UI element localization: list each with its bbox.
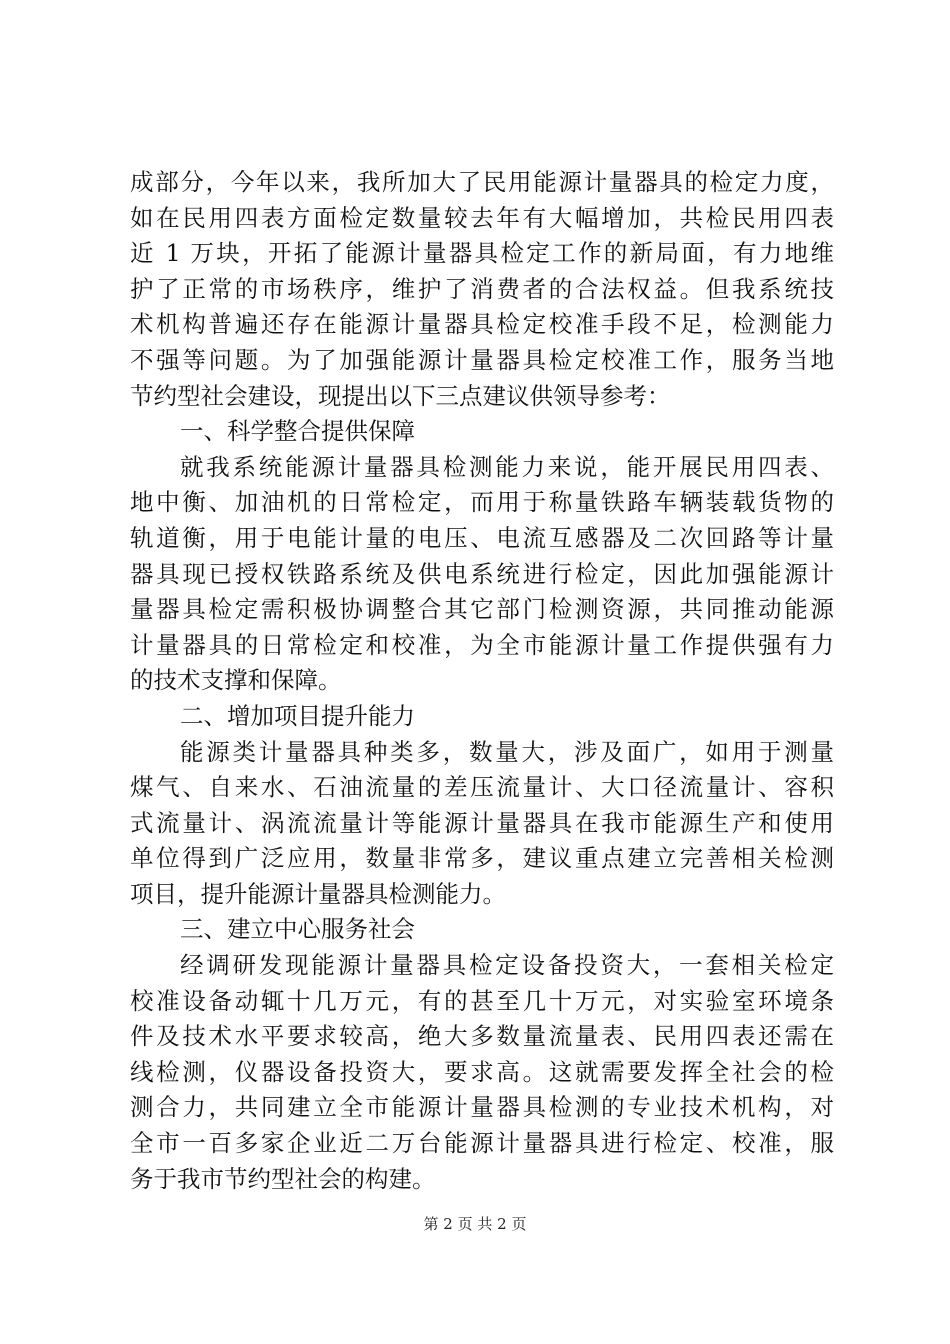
body-line: 就我系统能源计量器具检测能力来说，能开展民用四表、 <box>180 452 834 481</box>
body-line: 成部分，今年以来，我所加大了民用能源计量器具的检定力度， <box>130 168 834 196</box>
section-heading: 二、增加项目提升能力 <box>180 701 415 730</box>
section-heading: 三、建立中心服务社会 <box>180 915 415 944</box>
body-line: 地中衡、加油机的日常检定，而用于称量铁路车辆装载货物的 <box>130 488 834 517</box>
body-line: 器具现已授权铁路系统及供电系统进行检定，因此加强能源计 <box>130 559 834 588</box>
body-line: 项目，提升能源计量器具检测能力。 <box>130 879 506 908</box>
body-line: 量器具检定需积极协调整合其它部门检测资源，共同推动能源 <box>130 595 834 624</box>
body-line: 线检测，仪器设备投资大，要求高。这就需要发挥全社会的检 <box>130 1057 834 1086</box>
body-line: 轨道衡，用于电能计量的电压、电流互感器及二次回路等计量 <box>130 523 834 552</box>
body-line: 能源类计量器具种类多，数量大，涉及面广，如用于测量 <box>180 737 834 766</box>
body-line: 近 1 万块，开拓了能源计量器具检定工作的新局面，有力地维 <box>130 239 834 268</box>
body-line: 煤气、自来水、石油流量的差压流量计、大口径流量计、容积 <box>130 773 834 802</box>
page-number-footer: 第 2 页 共 2 页 <box>423 1215 527 1233</box>
body-line: 测合力，共同建立全市能源计量器具检测的专业技术机构，对 <box>130 1093 834 1122</box>
body-line: 经调研发现能源计量器具检定设备投资大，一套相关检定 <box>180 951 834 980</box>
document-body <box>130 165 834 1197</box>
body-line: 单位得到广泛应用，数量非常多，建议重点建立完善相关检测 <box>130 844 834 873</box>
body-line: 全市一百多家企业近二万台能源计量器具进行检定、校准，服 <box>130 1129 834 1158</box>
body-line: 务于我市节约型社会的构建。 <box>130 1164 436 1193</box>
body-line: 不强等问题。为了加强能源计量器具检定校准工作，服务当地 <box>130 345 834 374</box>
body-line: 术机构普遍还存在能源计量器具检定校准手段不足，检测能力 <box>130 310 834 339</box>
body-line: 护了正常的市场秩序，维护了消费者的合法权益。但我系统技 <box>130 274 834 303</box>
section-heading: 一、科学整合提供保障 <box>180 417 415 446</box>
body-line: 计量器具的日常检定和校准，为全市能源计量工作提供强有力 <box>130 630 834 659</box>
body-line: 节约型社会建设，现提出以下三点建议供领导参考： <box>130 381 671 410</box>
body-line: 件及技术水平要求较高，绝大多数量流量表、民用四表还需在 <box>130 1022 834 1051</box>
body-line: 式流量计、涡流流量计等能源计量器具在我市能源生产和使用 <box>130 808 834 837</box>
body-line: 的技术支撑和保障。 <box>130 666 342 695</box>
body-line: 校准设备动辄十几万元，有的甚至几十万元，对实验室环境条 <box>130 986 834 1015</box>
body-line: 如在民用四表方面检定数量较去年有大幅增加，共检民用四表 <box>130 203 834 232</box>
